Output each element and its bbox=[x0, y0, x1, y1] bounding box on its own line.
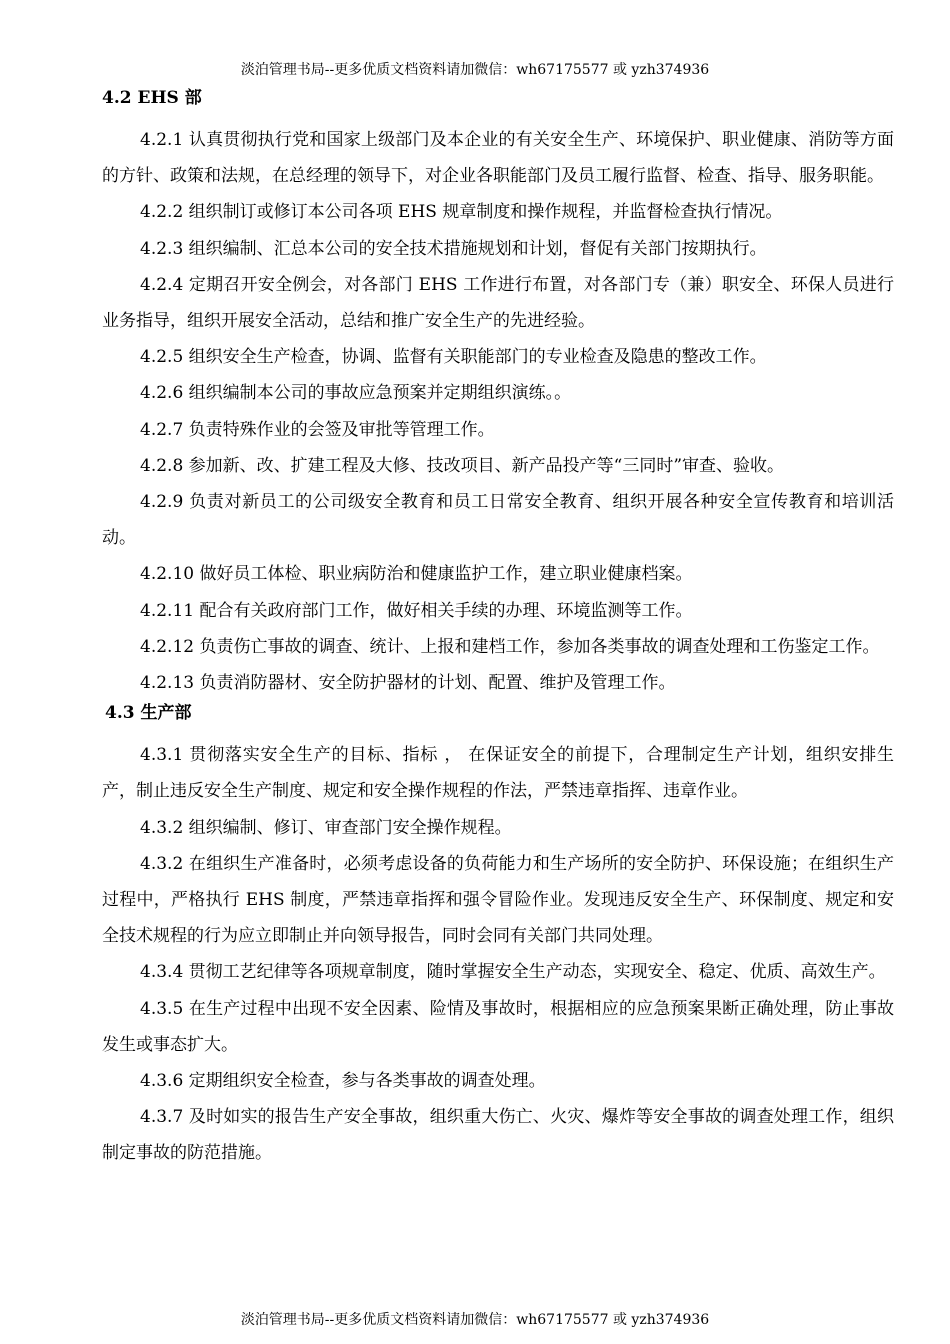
document-body bbox=[102, 86, 894, 1172]
section-heading-4-2: 4.2 EHS 部 bbox=[102, 88, 202, 108]
clause-4-3-6: 4.3.6 定期组织安全检查，参与各类事故的调查处理。 bbox=[140, 1071, 546, 1092]
clause-4-2-11: 4.2.11 配合有关政府部门工作，做好相关手续的办理、环境监测等工作。 bbox=[140, 600, 693, 621]
clause-4-3-7: 4.3.7 及时如实的报告生产安全事故，组织重大伤亡、火灾、爆炸等安全事故的调查处理工作，组织制定事故的防范措施。 bbox=[102, 1107, 894, 1164]
clause-4-2-8: 4.2.8 参加新、改、扩建工程及大修、技改项目、新产品投产等“三同时”审查、验收。 bbox=[140, 455, 785, 476]
clause-4-3-4: 4.3.4 贯彻工艺纪律等各项规章制度，随时掌握安全生产动态，实现安全、稳定、优质、高效生产。 bbox=[140, 962, 886, 983]
footer-watermark: 淡泊管理书局--更多优质文档资料请加微信：wh67175577 或 yzh374936 bbox=[240, 1312, 710, 1328]
clause-4-2-12: 4.2.12 负责伤亡事故的调查、统计、上报和建档工作，参加各类事故的调查处理和工伤鉴定工作。 bbox=[140, 636, 880, 657]
clause-4-3-1: 4.3.1 贯彻落实安全生产的目标、指标 ， 在保证安全的前提下，合理制定生产计划，组织安排生产，制止违反安全生产制度、规定和安全操作规程的作法，严禁违章指挥、违章作业。 bbox=[102, 745, 894, 802]
clause-4-2-1: 4.2.1 认真贯彻执行党和国家上级部门及本企业的有关安全生产、环境保护、职业健康、消防等方面的方针、政策和法规，在总经理的领导下，对企业各职能部门及员工履行监督、检查、指导、服务职能。 bbox=[102, 130, 894, 187]
header-watermark: 淡泊管理书局--更多优质文档资料请加微信：wh67175577 或 yzh374936 bbox=[240, 62, 710, 78]
clause-4-2-9: 4.2.9 负责对新员工的公司级安全教育和员工日常安全教育、组织开展各种安全宣传教育和培训活动。 bbox=[102, 492, 894, 549]
clause-4-3-2b: 4.3.2 在组织生产准备时，必须考虑设备的负荷能力和生产场所的安全防护、环保设施；在组织生产过程中，严格执行 EHS 制度，严禁违章指挥和强令冒险作业。发现违反安全生产、环保制度、规定和安全技术规程的行为应立即制止并向领导报告，同时会同有关部门共同处理。 bbox=[102, 853, 894, 947]
clause-4-2-5: 4.2.5 组织安全生产检查，协调、监督有关职能部门的专业检查及隐患的整改工作。 bbox=[140, 347, 767, 368]
clause-4-2-13: 4.2.13 负责消防器材、安全防护器材的计划、配置、维护及管理工作。 bbox=[140, 673, 676, 694]
clause-4-2-3: 4.2.3 组织编制、汇总本公司的安全技术措施规划和计划，督促有关部门按期执行。 bbox=[140, 238, 767, 259]
clause-4-2-10: 4.2.10 做好员工体检、职业病防治和健康监护工作，建立职业健康档案。 bbox=[140, 564, 693, 585]
section-heading-4-3: 4.3 生产部 bbox=[105, 703, 192, 724]
clause-4-3-2a: 4.3.2 组织编制、修订、审查部门安全操作规程。 bbox=[140, 817, 512, 838]
clause-4-2-2: 4.2.2 组织制订或修订本公司各项 EHS 规章制度和操作规程，并监督检查执行情况。 bbox=[140, 202, 783, 223]
clause-4-2-6: 4.2.6 组织编制本公司的事故应急预案并定期组织演练。。 bbox=[140, 383, 572, 404]
clause-4-2-7: 4.2.7 负责特殊作业的会签及审批等管理工作。 bbox=[140, 419, 495, 440]
clause-4-2-4: 4.2.4 定期召开安全例会，对各部门 EHS 工作进行布置，对各部门专（兼）职安全、环保人员进行业务指导，组织开展安全活动，总结和推广安全生产的先进经验。 bbox=[102, 274, 894, 332]
clause-4-3-5: 4.3.5 在生产过程中出现不安全因素、险情及事故时，根据相应的应急预案果断正确处理，防止事故发生或事态扩大。 bbox=[102, 998, 894, 1055]
